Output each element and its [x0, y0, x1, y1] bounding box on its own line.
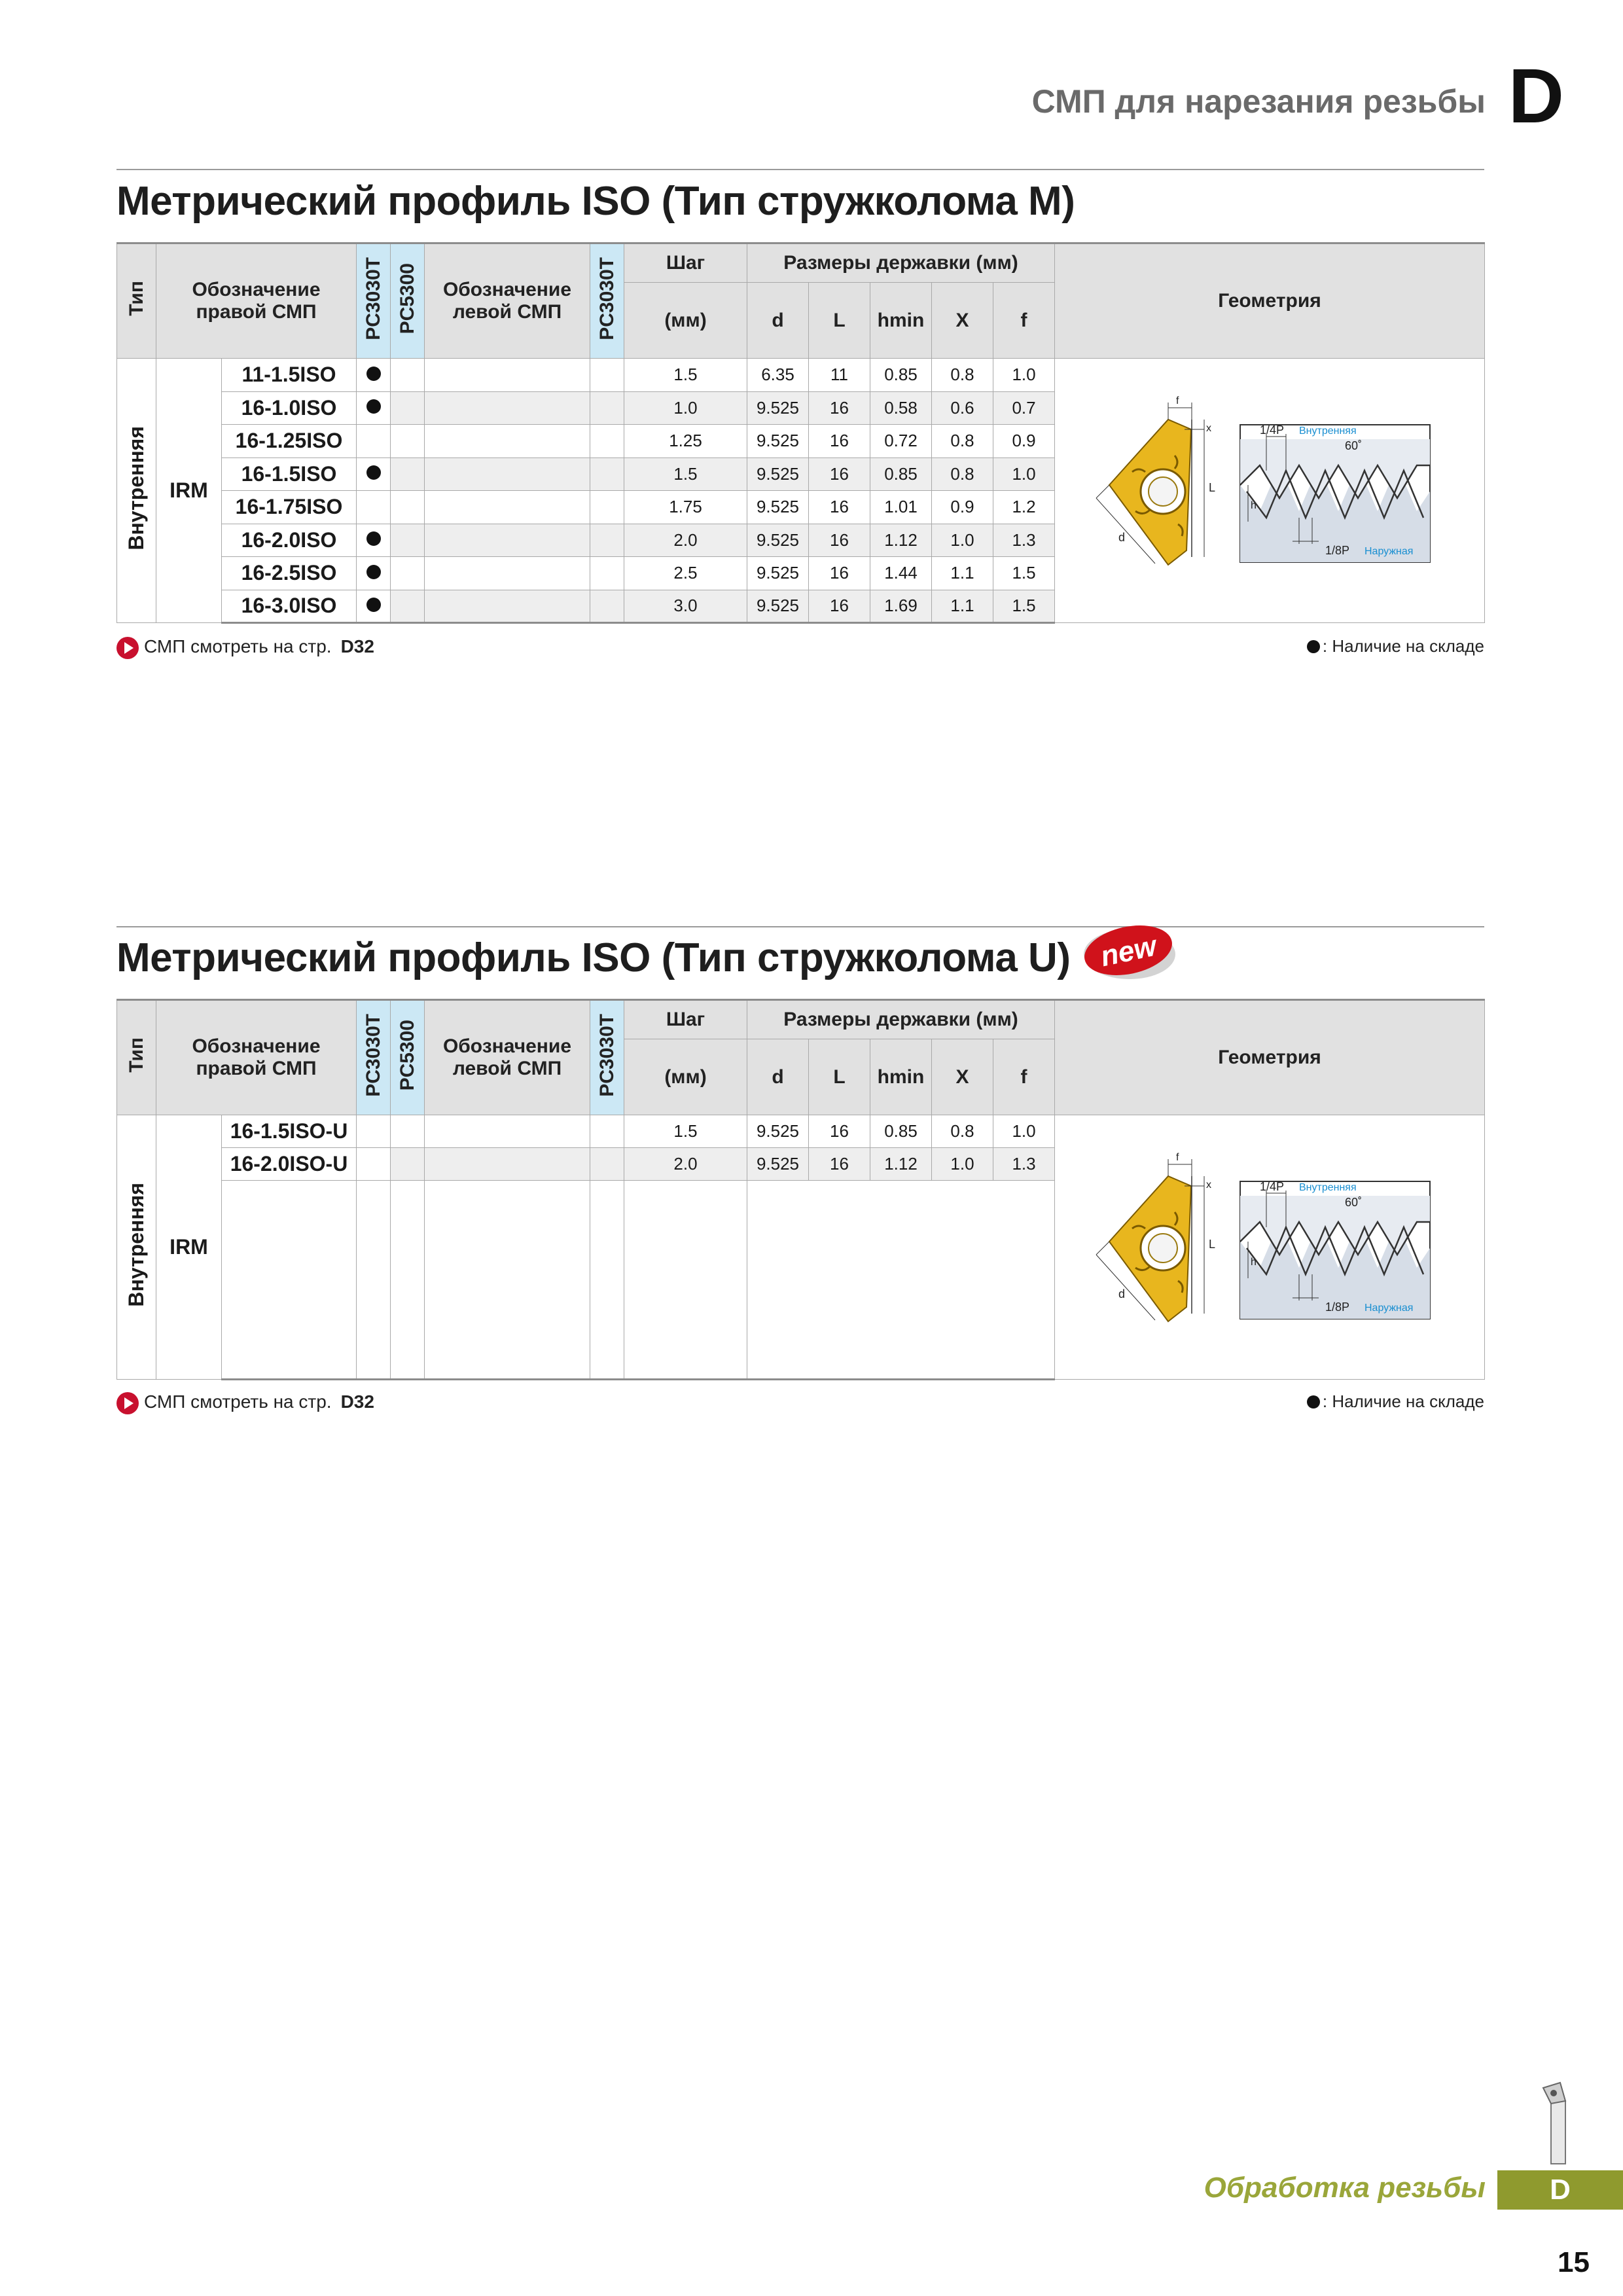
page-ref-link[interactable]: D32: [340, 636, 374, 656]
col-dim-d: d: [747, 283, 809, 359]
left-grade-cell: [590, 391, 624, 425]
left-insert-cell: [425, 491, 590, 524]
grade-2-cell: [391, 524, 425, 557]
grade-1-cell: [357, 425, 391, 458]
left-insert-cell: [425, 425, 590, 458]
insert-code: 16-1.25ISO: [222, 425, 357, 458]
col-left-insert: Обозначение левой СМП: [425, 1000, 590, 1115]
col-left-grade: PC3030T: [590, 243, 624, 359]
cell-X: 0.8: [932, 425, 993, 458]
svg-text:h: h: [1251, 1257, 1257, 1268]
cell-X: 1.0: [932, 524, 993, 557]
col-holder-dims: Размеры державки (мм): [747, 1000, 1055, 1039]
col-dim-hmin: hmin: [870, 283, 932, 359]
cell-d: 9.525: [747, 457, 809, 491]
cell-L: 16: [809, 457, 870, 491]
cell-pitch: 2.5: [624, 557, 747, 590]
cell-hmin: 1.69: [870, 590, 932, 623]
footer-section-title: Обработка резьбы: [1204, 2172, 1486, 2204]
page-header: [851, 46, 1564, 139]
section2-footnote[interactable]: СМП смотреть на стр. D32: [116, 1391, 374, 1414]
grade-2-cell: [391, 425, 425, 458]
cell-X: 1.1: [932, 557, 993, 590]
cell-f: 0.9: [993, 425, 1055, 458]
thread-profile-drawing: [1240, 423, 1430, 562]
grade-1-cell: [357, 524, 391, 557]
cell-d: 9.525: [747, 491, 809, 524]
type-cell: Внутренняя: [117, 359, 156, 623]
col-right-insert: Обозначение правой СМП: [156, 243, 357, 359]
page-ref-link[interactable]: D32: [340, 1391, 374, 1412]
empty-cell: [624, 1181, 747, 1380]
stock-dot-icon: [366, 465, 381, 480]
header-rule: [116, 169, 1484, 170]
insert-code: 16-2.0ISO: [222, 524, 357, 557]
cell-pitch: 2.0: [624, 1148, 747, 1181]
cell-L: 16: [809, 491, 870, 524]
left-grade-cell: [590, 491, 624, 524]
cell-X: 0.8: [932, 1115, 993, 1148]
svg-text:60˚: 60˚: [1345, 1196, 1363, 1209]
section1-footnote[interactable]: СМП смотреть на стр. D32: [116, 636, 374, 659]
section2-rule: [116, 926, 1484, 927]
empty-cell: [357, 1181, 391, 1380]
left-grade-cell: [590, 425, 624, 458]
svg-text:1/8P: 1/8P: [1325, 1300, 1350, 1314]
cell-hmin: 1.12: [870, 524, 932, 557]
insert-prefix: IRM: [156, 359, 222, 623]
col-dim-hmin: hmin: [870, 1039, 932, 1115]
col-dim-L: L: [809, 283, 870, 359]
cell-f: 1.3: [993, 524, 1055, 557]
cell-d: 9.525: [747, 590, 809, 623]
cell-pitch: 1.0: [624, 391, 747, 425]
page-header-title: СМП для нарезания резьбы: [1031, 83, 1486, 120]
cell-pitch: 3.0: [624, 590, 747, 623]
grade-2-cell: [391, 590, 425, 623]
col-pitch: Шаг: [624, 1000, 747, 1039]
left-grade-cell: [590, 1115, 624, 1148]
col-left-grade: PC3030T: [590, 1000, 624, 1115]
col-dim-f: f: [993, 1039, 1055, 1115]
left-grade-cell: [590, 359, 624, 392]
cell-pitch: 1.5: [624, 457, 747, 491]
table-row: [117, 1115, 1485, 1148]
col-left-insert: Обозначение левой СМП: [425, 243, 590, 359]
stock-dot-icon: [1307, 1395, 1320, 1408]
col-geometry: Геометрия: [1055, 1000, 1485, 1115]
page-header-letter: D: [1508, 53, 1564, 139]
col-dim-d: d: [747, 1039, 809, 1115]
cell-d: 9.525: [747, 391, 809, 425]
geometry-cell: [1055, 359, 1485, 623]
insert-code: 16-1.0ISO: [222, 391, 357, 425]
col-grade-1: PC3030T: [357, 1000, 391, 1115]
grade-2-cell: [391, 557, 425, 590]
insert-drawing: [1096, 1152, 1215, 1321]
col-pitch: Шаг: [624, 243, 747, 283]
threading-tool-icon: [1531, 2081, 1584, 2166]
cell-L: 16: [809, 391, 870, 425]
cell-f: 1.0: [993, 359, 1055, 392]
svg-text:h: h: [1251, 500, 1257, 511]
left-grade-cell: [590, 524, 624, 557]
left-insert-cell: [425, 359, 590, 392]
cell-f: 1.5: [993, 590, 1055, 623]
geometry-drawing: [1070, 393, 1469, 583]
svg-text:d: d: [1118, 1287, 1126, 1300]
col-dim-X: X: [932, 283, 993, 359]
svg-text:f: f: [1176, 395, 1179, 406]
col-dim-X: X: [932, 1039, 993, 1115]
svg-text:1/8P: 1/8P: [1325, 544, 1350, 557]
left-insert-cell: [425, 524, 590, 557]
cell-f: 1.0: [993, 457, 1055, 491]
cell-X: 1.0: [932, 1148, 993, 1181]
svg-text:1/4P: 1/4P: [1260, 1180, 1285, 1193]
cell-hmin: 1.12: [870, 1148, 932, 1181]
left-insert-cell: [425, 1115, 590, 1148]
cell-d: 9.525: [747, 425, 809, 458]
grade-2-cell: [391, 457, 425, 491]
insert-code: 16-1.5ISO-U: [222, 1115, 357, 1148]
grade-1-cell: [357, 359, 391, 392]
geometry-drawing: [1070, 1150, 1469, 1340]
grade-1-cell: [357, 1148, 391, 1181]
empty-cell: [425, 1181, 590, 1380]
cell-hmin: 1.01: [870, 491, 932, 524]
left-insert-cell: [425, 1148, 590, 1181]
col-pitch-unit: (мм): [624, 1039, 747, 1115]
stock-dot-icon: [366, 367, 381, 381]
cell-L: 16: [809, 557, 870, 590]
cell-d: 9.525: [747, 524, 809, 557]
cell-X: 0.6: [932, 391, 993, 425]
cell-X: 0.8: [932, 359, 993, 392]
insert-prefix: IRM: [156, 1115, 222, 1380]
cell-pitch: 1.5: [624, 1115, 747, 1148]
grade-1-cell: [357, 457, 391, 491]
insert-drawing: [1096, 395, 1215, 565]
grade-1-cell: [357, 1115, 391, 1148]
col-type: Тип: [117, 243, 156, 359]
thread-profile-drawing: [1240, 1180, 1430, 1319]
cell-X: 0.9: [932, 491, 993, 524]
insert-code: 16-2.5ISO: [222, 557, 357, 590]
svg-text:60˚: 60˚: [1345, 439, 1363, 452]
cell-d: 9.525: [747, 1148, 809, 1181]
page-ref-arrow-icon: [116, 637, 139, 659]
page-ref-arrow-icon: [116, 1392, 139, 1414]
col-geometry: Геометрия: [1055, 243, 1485, 359]
svg-text:1/4P: 1/4P: [1260, 423, 1285, 437]
cell-f: 0.7: [993, 391, 1055, 425]
grade-2-cell: [391, 491, 425, 524]
cell-hmin: 0.72: [870, 425, 932, 458]
grade-2-cell: [391, 359, 425, 392]
section1-title: Метрический профиль ISO (Тип стружколома M): [116, 179, 1075, 224]
cell-L: 16: [809, 524, 870, 557]
cell-pitch: 1.25: [624, 425, 747, 458]
svg-text:Внутренняя: Внутренняя: [1299, 1182, 1357, 1193]
col-grade-1: PC3030T: [357, 243, 391, 359]
cell-X: 0.8: [932, 457, 993, 491]
left-insert-cell: [425, 557, 590, 590]
col-grade-2: PC5300: [391, 243, 425, 359]
section2-table: [116, 999, 1485, 1380]
left-grade-cell: [590, 590, 624, 623]
cell-pitch: 1.75: [624, 491, 747, 524]
insert-code: 16-1.75ISO: [222, 491, 357, 524]
empty-cell: [747, 1181, 1055, 1380]
col-holder-dims: Размеры державки (мм): [747, 243, 1055, 283]
svg-text:Наружная: Наружная: [1364, 1302, 1414, 1314]
insert-code: 16-3.0ISO: [222, 590, 357, 623]
section2-stock-note: : Наличие на складе: [1307, 1391, 1484, 1412]
col-type: Тип: [117, 1000, 156, 1115]
svg-text:L: L: [1209, 481, 1216, 494]
cell-f: 1.3: [993, 1148, 1055, 1181]
grade-1-cell: [357, 557, 391, 590]
cell-hmin: 0.85: [870, 1115, 932, 1148]
col-grade-2: PC5300: [391, 1000, 425, 1115]
insert-code: 11-1.5ISO: [222, 359, 357, 392]
section2-title: Метрический профиль ISO (Тип стружколома U): [116, 935, 1071, 980]
insert-code: 16-1.5ISO: [222, 457, 357, 491]
stock-dot-icon: [1307, 640, 1320, 653]
grade-1-cell: [357, 491, 391, 524]
cell-X: 1.1: [932, 590, 993, 623]
left-insert-cell: [425, 391, 590, 425]
grade-2-cell: [391, 1115, 425, 1148]
section1-table: [116, 242, 1485, 624]
type-cell: Внутренняя: [117, 1115, 156, 1380]
cell-L: 16: [809, 590, 870, 623]
table-row: [117, 359, 1485, 392]
insert-code: 16-2.0ISO-U: [222, 1148, 357, 1181]
cell-pitch: 1.5: [624, 359, 747, 392]
cell-hmin: 0.85: [870, 457, 932, 491]
svg-text:x: x: [1206, 423, 1212, 434]
cell-L: 16: [809, 1148, 870, 1181]
footer-chapter-tab[interactable]: D: [1497, 2170, 1623, 2210]
stock-dot-icon: [366, 565, 381, 579]
cell-f: 1.0: [993, 1115, 1055, 1148]
svg-text:L: L: [1209, 1238, 1216, 1251]
insert-code-empty: [222, 1181, 357, 1380]
grade-2-cell: [391, 1148, 425, 1181]
page-number: 15: [1558, 2246, 1590, 2278]
stock-dot-icon: [366, 598, 381, 612]
cell-hmin: 0.85: [870, 359, 932, 392]
cell-L: 11: [809, 359, 870, 392]
left-insert-cell: [425, 590, 590, 623]
cell-L: 16: [809, 425, 870, 458]
svg-text:Внутренняя: Внутренняя: [1299, 425, 1357, 437]
cell-pitch: 2.0: [624, 524, 747, 557]
cell-d: 9.525: [747, 557, 809, 590]
cell-hmin: 1.44: [870, 557, 932, 590]
cell-f: 1.2: [993, 491, 1055, 524]
svg-text:d: d: [1118, 531, 1126, 544]
svg-text:new: new: [1097, 929, 1160, 973]
grade-2-cell: [391, 391, 425, 425]
left-grade-cell: [590, 457, 624, 491]
cell-d: 6.35: [747, 359, 809, 392]
col-dim-f: f: [993, 283, 1055, 359]
cell-f: 1.5: [993, 557, 1055, 590]
left-insert-cell: [425, 457, 590, 491]
cell-hmin: 0.58: [870, 391, 932, 425]
left-grade-cell: [590, 557, 624, 590]
section1-stock-note: : Наличие на складе: [1307, 636, 1484, 656]
cell-L: 16: [809, 1115, 870, 1148]
empty-cell: [590, 1181, 624, 1380]
new-badge-icon: [1081, 922, 1179, 982]
geometry-cell: [1055, 1115, 1485, 1380]
grade-1-cell: [357, 391, 391, 425]
svg-text:x: x: [1206, 1179, 1212, 1191]
empty-cell: [391, 1181, 425, 1380]
svg-text:f: f: [1176, 1152, 1179, 1163]
left-grade-cell: [590, 1148, 624, 1181]
col-pitch-unit: (мм): [624, 283, 747, 359]
cell-d: 9.525: [747, 1115, 809, 1148]
stock-dot-icon: [366, 531, 381, 546]
col-dim-L: L: [809, 1039, 870, 1115]
col-right-insert: Обозначение правой СМП: [156, 1000, 357, 1115]
svg-text:Наружная: Наружная: [1364, 546, 1414, 557]
stock-dot-icon: [366, 399, 381, 414]
grade-1-cell: [357, 590, 391, 623]
